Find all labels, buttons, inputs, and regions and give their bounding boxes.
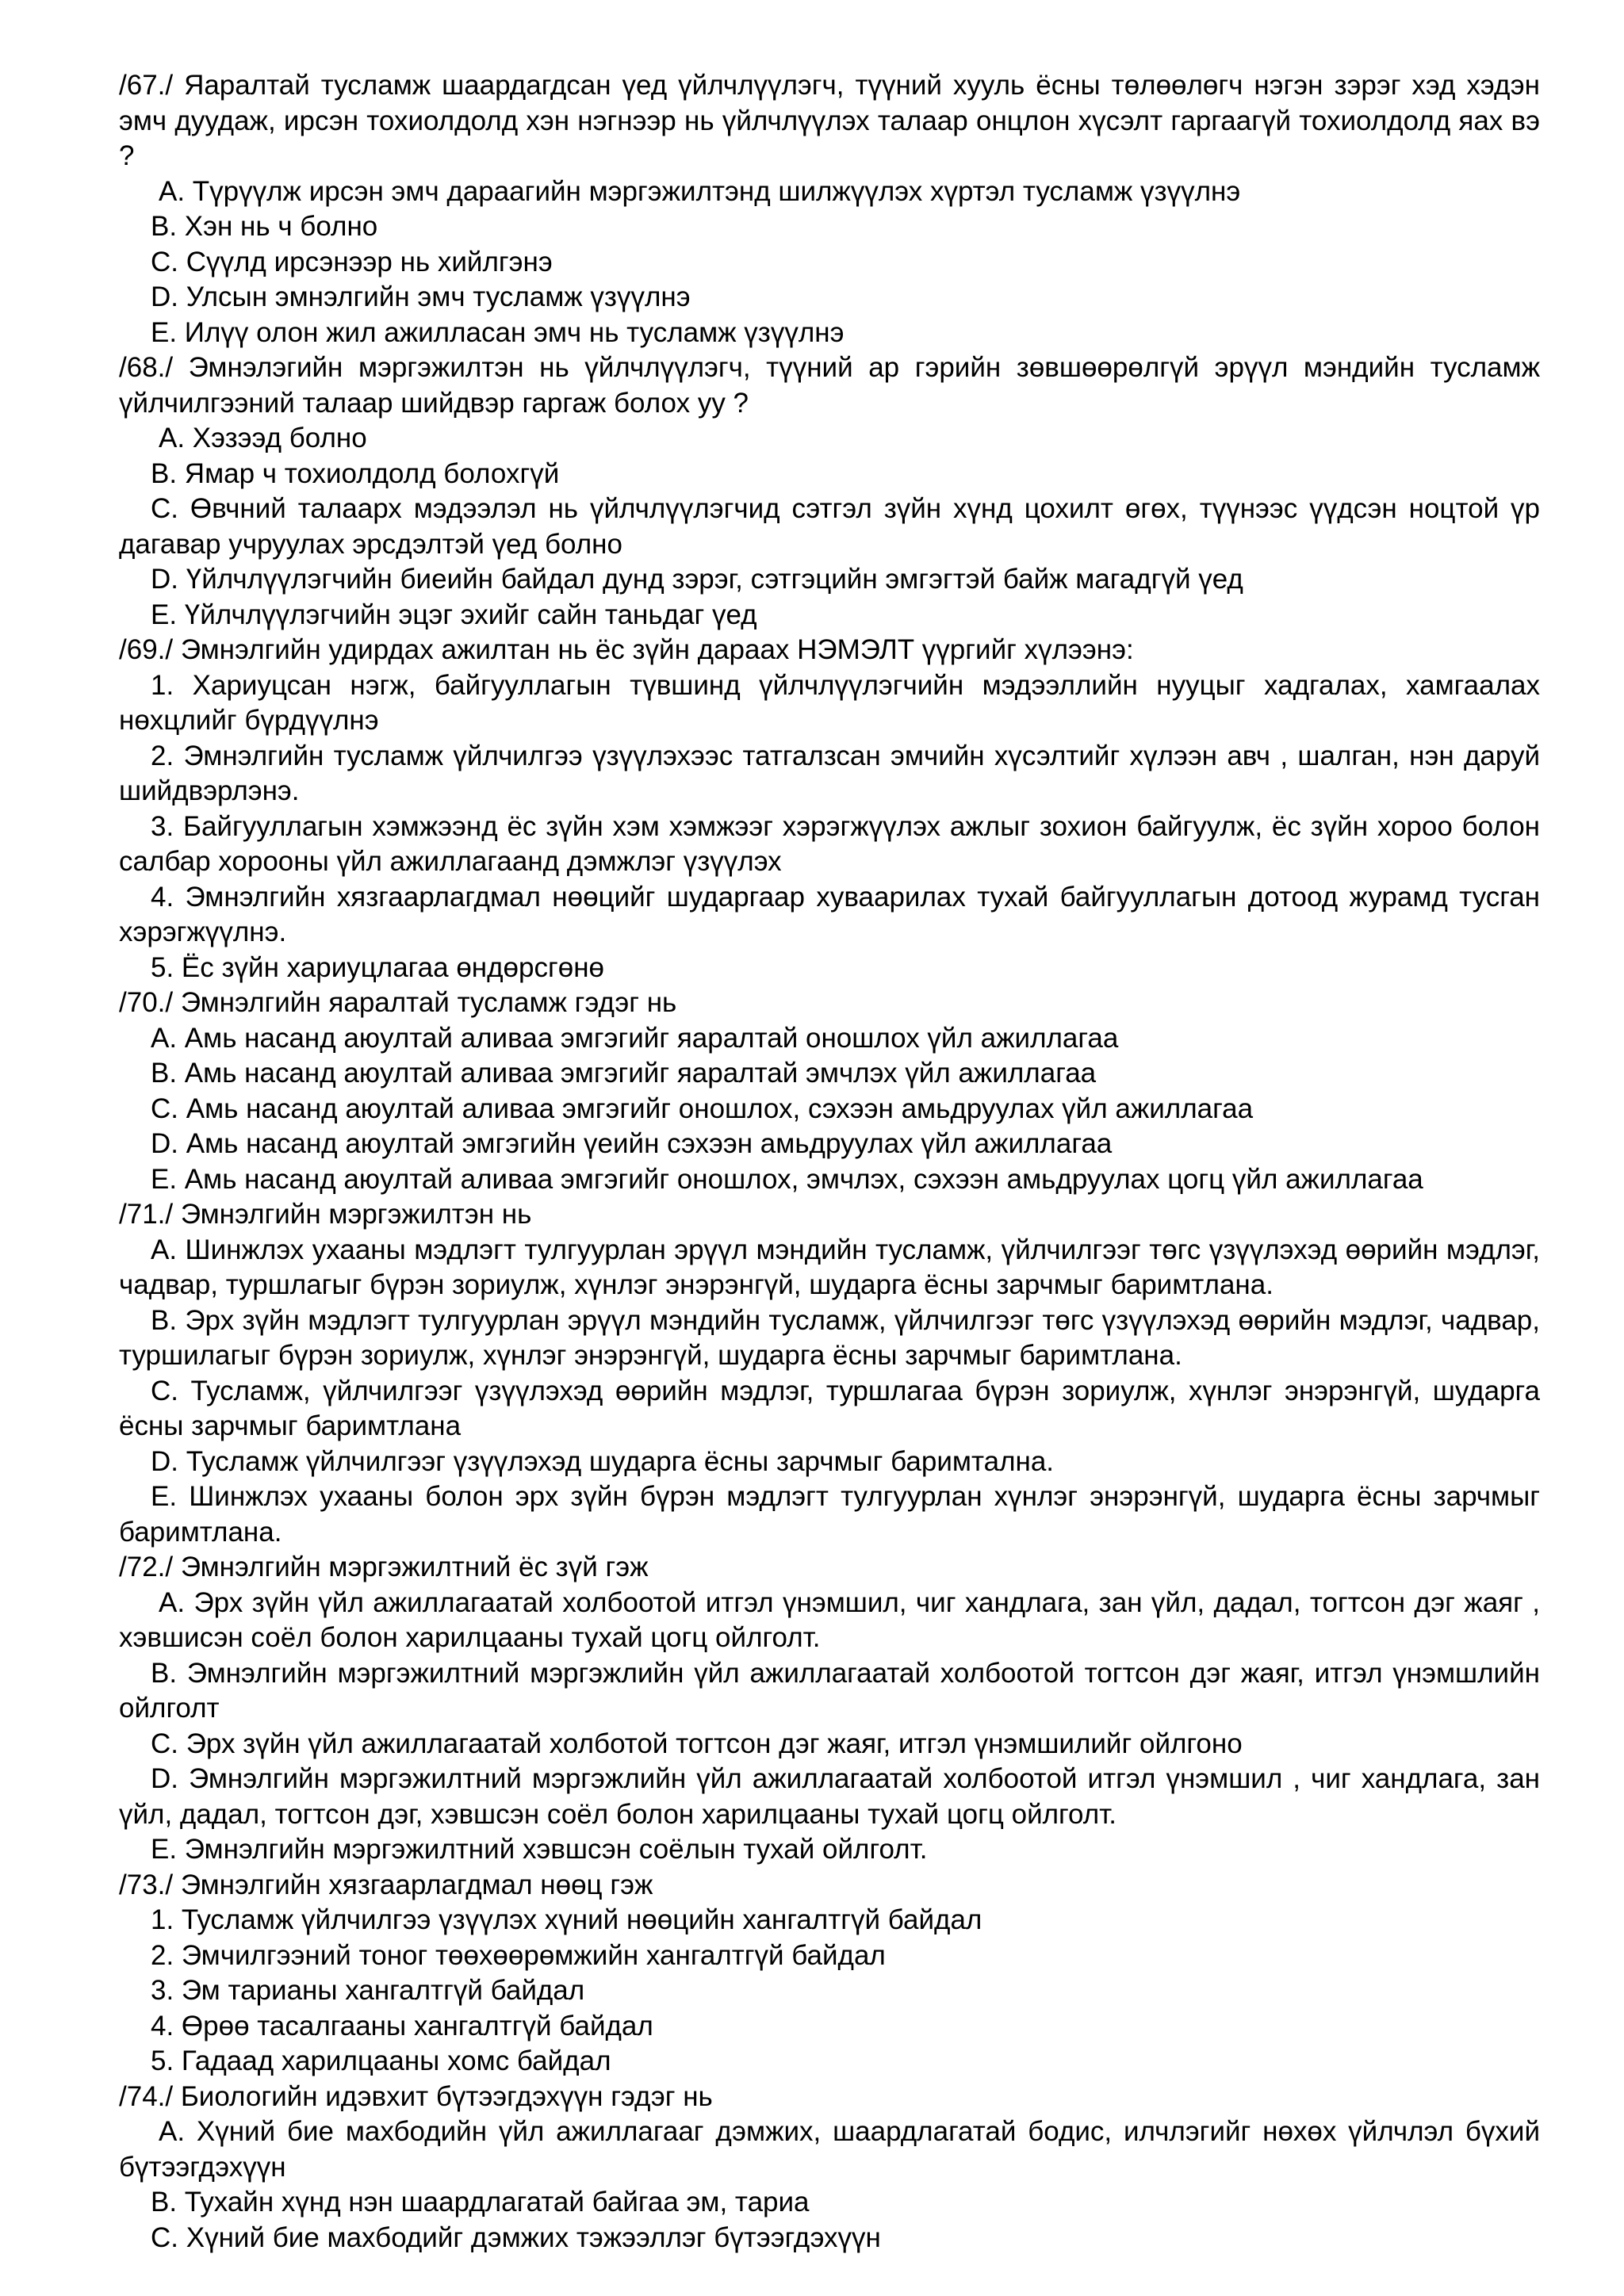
option-68-e: E. Үйлчлүүлэгчийн эцэг эхийг сайн таньдаг үед	[151, 599, 757, 630]
option-73-1: 1. Тусламж үйлчилгээ үзүүлэх хүний нөөцийн хангалтгүй байдал	[151, 1904, 982, 1935]
option-67-d: D. Улсын эмнэлгийн эмч тусламж үзүүлнэ	[151, 281, 691, 312]
option-67-c: C. Сүүлд ирсэнээр нь хийлгэнэ	[151, 246, 553, 277]
option-72-d: D. Эмнэлгийн мэргэжилтний мэргэжлийн үйл ажиллагаатай холбоотой итгэл үнэмшил , чиг хандлага, зан үйл, дадал, тогтсон дэг, хэвшсэн соёл болон харилцааны тухай цогц ойлголт.	[119, 1763, 1540, 1830]
option-70-e: E. Амь насанд аюултай аливаа эмгэгийг оношлох, эмчлэх, сэхээн амьдруулах цогц үйл ажиллагаа	[151, 1163, 1423, 1195]
document-page	[119, 68, 1540, 2256]
option-69-2: 2. Эмнэлгийн тусламж үйлчилгээ үзүүлэхээс татгалзсан эмчийн хүсэлтийг хүлээн авч , шалган, нэн даруй шийдвэрлэнэ.	[119, 740, 1540, 806]
question-67: /67./ Яаралтай тусламж шаардагдсан үед үйлчлүүлэгч, түүний хууль ёсны төлөөлөгч нэгэн зэрэг хэд хэдэн эмч дуудаж, ирсэн тохиолдолд хэн нэгнээр нь үйлчлүүлэх талаар онцлон хүсэлт гаргаагүй тохиолдолд яах вэ ?	[119, 70, 1540, 171]
option-73-5: 5. Гадаад харилцааны хомс байдал	[151, 2045, 611, 2076]
option-71-e: E. Шинжлэх ухааны болон эрх зүйн бүрэн мэдлэгт тулгуурлан хүнлэг энэрэнгүй, шударга ёсны зарчмыг баримтлана.	[119, 1481, 1540, 1548]
option-68-c: C. Өвчний талаарх мэдээлэл нь үйлчлүүлэгчид сэтгэл зүйн хүнд цохилт өгөх, түүнээс үүдсэн ноцтой үр дагавар учруулах эрсдэлтэй үед болно	[119, 493, 1540, 560]
question-70: /70./ Эмнэлгийн яаралтай тусламж гэдэг нь	[119, 987, 677, 1018]
option-69-4: 4. Эмнэлгийн хязгаарлагдмал нөөцийг шударгаар хуваарилах тухай байгууллагын дотоод журамд тусган хэрэгжүүлнэ.	[119, 881, 1540, 947]
option-71-c: C. Тусламж, үйлчилгээг үзүүлэхэд өөрийн мэдлэг, туршлагаа бүрэн зориулж, хүнлэг энэрэнгүй, шударга ёсны зарчмыг баримтлана	[119, 1375, 1540, 1441]
option-73-4: 4. Өрөө тасалгааны хангалтгүй байдал	[151, 2010, 653, 2042]
option-68-b: B. Ямар ч тохиолдолд болохгүй	[151, 457, 560, 489]
option-67-b: B. Хэн нь ч болно	[151, 211, 378, 242]
option-74-c: C. Хүний бие махбодийг дэмжих тэжээллэг бүтээгдэхүүн	[151, 2221, 881, 2253]
option-72-a: A. Эрх зүйн үйл ажиллагаатай холбоотой итгэл үнэмшил, чиг хандлага, зан үйл, дадал, тогтсон дэг жаяг , хэвшисэн соёл болон харилцааны тухай цогц ойлголт.	[119, 1586, 1540, 1653]
option-71-a: A. Шинжлэх ухааны мэдлэгт тулгуурлан эрүүл мэндийн тусламж, үйлчилгээг төгс үзүүлэхэд өөрийн мэдлэг, чадвар, туршлагыг бүрэн зориулж, хүнлэг энэрэнгүй, шударга ёсны зарчмыг баримтлана.	[119, 1234, 1540, 1300]
option-70-c: C. Амь насанд аюултай аливаа эмгэгийг оношлох, сэхээн амьдруулах үйл ажиллагаа	[151, 1093, 1254, 1124]
option-73-3: 3. Эм тарианы хангалтгүй байдал	[151, 1975, 585, 2006]
option-70-b: B. Амь насанд аюултай аливаа эмгэгийг яаралтай эмчлэх үйл ажиллагаа	[151, 1058, 1097, 1089]
question-71: /71./ Эмнэлгийн мэргэжилтэн нь	[119, 1199, 532, 1230]
option-69-5: 5. Ёс зүйн хариуцлагаа өндөрсгөнө	[151, 951, 604, 983]
option-70-a: A. Амь насанд аюултай аливаа эмгэгийг яаралтай оношлох үйл ажиллагаа	[151, 1022, 1119, 1054]
option-74-a: A. Хүний бие махбодийн үйл ажиллагааг дэмжих, шаардлагатай бодис, илчлэгийг нөхөх үйлчлэл бүхий бүтээгдэхүүн	[119, 2116, 1540, 2183]
question-73: /73./ Эмнэлгийн хязгаарлагдмал нөөц гэж	[119, 1869, 653, 1900]
option-72-c: C. Эрх зүйн үйл ажиллагаатай холботой тогтсон дэг жаяг, итгэл үнэмшилийг ойлгоно	[151, 1728, 1243, 1759]
option-68-a: A. Хэзээд болно	[159, 423, 367, 453]
question-69: /69./ Эмнэлгийн удирдах ажилтан нь ёс зүйн дараах НЭМЭЛТ үүргийг хүлээнэ:	[119, 634, 1134, 665]
option-70-d: D. Амь насанд аюултай эмгэгийн үеийн сэхээн амьдруулах үйл ажиллагаа	[151, 1128, 1113, 1159]
option-72-b: B. Эмнэлгийн мэргэжилтний мэргэжлийн үйл ажиллагаатай холбоотой тогтсон дэг жаяг, итгэл үнэмшлийн ойлголт	[119, 1657, 1540, 1724]
option-67-a: A. Түрүүлж ирсэн эмч дараагийн мэргэжилтэнд шилжүүлэх хүртэл тусламж үзүүлнэ	[159, 175, 1241, 207]
option-69-3: 3. Байгууллагын хэмжээнд ёс зүйн хэм хэмжээг хэрэгжүүлэх ажлыг зохион байгуулж, ёс зүйн хороо болон салбар хорооны үйл ажиллагаанд дэмжлэг үзүүлэх	[119, 810, 1540, 877]
question-68: /68./ Эмнэлэгийн мэргэжилтэн нь үйлчлүүлэгч, түүний ар гэрийн зөвшөөрөлгүй эрүүл мэндийн тусламж үйлчилгээний талаар шийдвэр гаргаж болох уу ?	[119, 352, 1540, 419]
option-72-e: E. Эмнэлгийн мэргэжилтний хэвшсэн соёлын тухай ойлголт.	[151, 1834, 928, 1865]
option-68-d: D. Үйлчлүүлэгчийн биеийн байдал дунд зэрэг, сэтгэцийн эмгэгтэй байж магадгүй үед	[151, 564, 1243, 595]
question-72: /72./ Эмнэлгийн мэргэжилтний ёс зүй гэж	[119, 1552, 649, 1582]
option-71-d: D. Тусламж үйлчилгээг үзүүлэхэд шударга ёсны зарчмыг баримтална.	[151, 1445, 1055, 1477]
option-67-e: E. Илүү олон жил ажилласан эмч нь тусламж үзүүлнэ	[151, 316, 845, 348]
option-71-b: B. Эрх зүйн мэдлэгт тулгуурлан эрүүл мэндийн тусламж, үйлчилгээг төгс үзүүлэхэд өөрийн мэдлэг, чадвар, туршилагыг бүрэн зориулж, хүнлэг энэрэнгүй, шударга ёсны зарчмыг баримтлана.	[119, 1304, 1540, 1371]
question-74: /74./ Биологийн идэвхит бүтээгдэхүүн гэдэг нь	[119, 2080, 713, 2112]
option-73-2: 2. Эмчилгээний тоног төөхөөрөмжийн хангалтгүй байдал	[151, 1939, 886, 1971]
option-74-b: B. Тухайн хүнд нэн шаардлагатай байгаа эм, тариа	[151, 2187, 810, 2218]
option-69-1: 1. Хариуцсан нэгж, байгууллагын түвшинд үйлчлүүлэгчийн мэдээллийн нууцыг хадгалах, хамгаалах нөхцлийг бүрдүүлнэ	[119, 669, 1540, 736]
